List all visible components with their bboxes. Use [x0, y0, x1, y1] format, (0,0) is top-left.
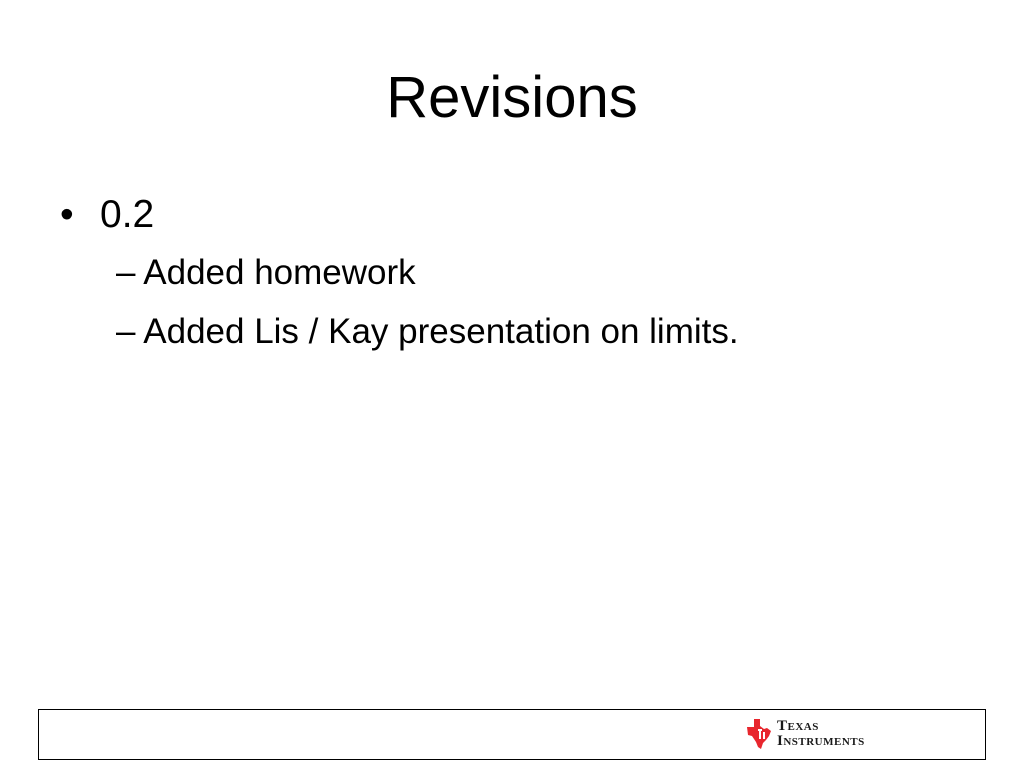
texas-state-ti-icon	[745, 717, 773, 751]
sub-bullet-item	[116, 311, 739, 353]
sub-bullet-text: Added Lis / Kay presentation on limits.	[143, 312, 739, 351]
ti-wordmark: TEXAS INSTRUMENTS	[777, 718, 865, 749]
sub-bullet-text: Added homework	[143, 253, 416, 292]
ti-logo	[745, 716, 865, 752]
bullet-marker: •	[60, 193, 74, 236]
slide-title: Revisions	[386, 65, 638, 130]
sub-bullet-marker: –	[116, 253, 136, 292]
bullet-item	[60, 192, 154, 238]
sub-bullet-marker: –	[116, 312, 136, 351]
sub-bullet-item	[116, 252, 416, 294]
bullet-text: 0.2	[100, 193, 155, 236]
